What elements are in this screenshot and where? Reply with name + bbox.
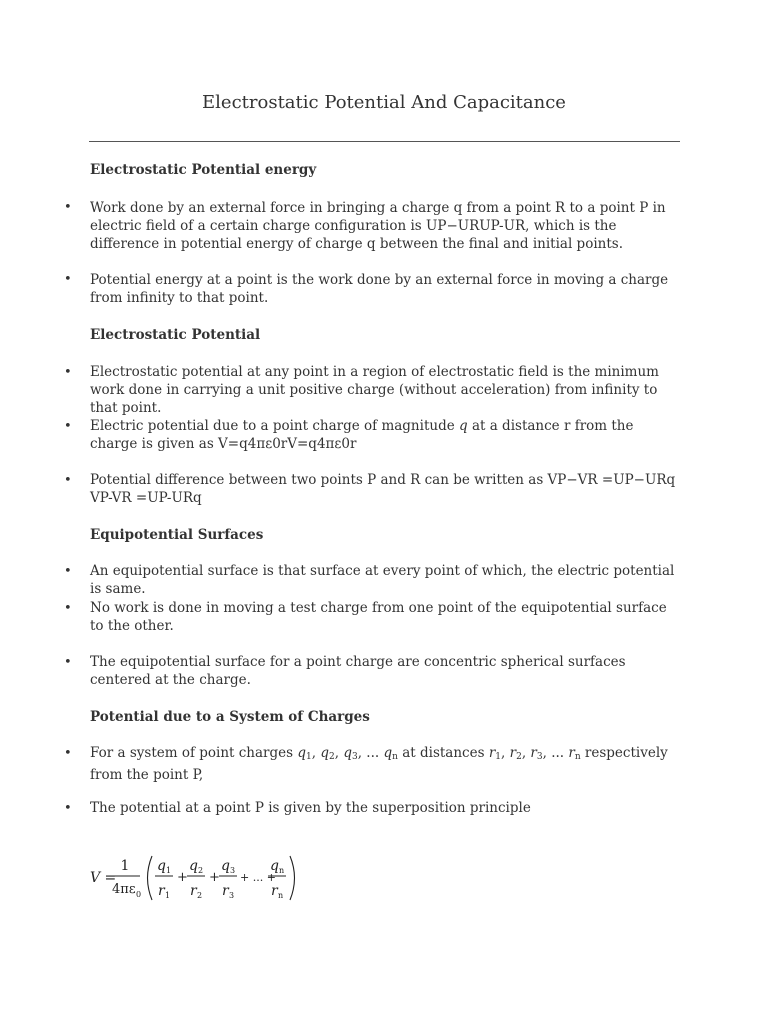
formula-r1-sub: 1	[165, 891, 171, 900]
formula-r2-sub: 2	[197, 891, 203, 900]
formula-denominator-sub: 0	[136, 890, 142, 899]
formula-qn: q	[270, 858, 279, 874]
formula-r2: r	[190, 883, 197, 899]
paragraph-no-work: No work is done in moving a test charge from one point of the equipotential surface to the other.	[90, 600, 667, 634]
formula-q3-sub: 3	[230, 866, 236, 875]
formula-denominator: 4πε	[112, 882, 136, 897]
formula-plus: +	[209, 870, 220, 885]
page-title: Electrostatic Potential And Capacitance	[202, 92, 566, 113]
superposition-formula	[90, 848, 310, 908]
formula-qn-sub: n	[279, 866, 285, 875]
section-heading-potential-energy: Electrostatic Potential energy	[90, 162, 317, 178]
formula-q2: q	[189, 858, 198, 874]
title-divider	[89, 141, 680, 142]
bullet-icon: •	[64, 473, 72, 488]
section-heading-equipotential: Equipotential Surfaces	[90, 527, 264, 543]
paragraph-potential-energy-point: Potential energy at a point is the work done by an external force in moving a charge from infinity to that point.	[90, 272, 669, 306]
paragraph-superposition: The potential at a point P is given by the superposition principle	[90, 800, 531, 816]
paragraph-point-charge-potential: Electric potential due to a point charge of magnitude q at a distance r from the charge is given as V=q4πε0rV=q4πε0r	[90, 418, 634, 452]
section-heading-system: Potential due to a System of Charges	[90, 709, 370, 725]
formula-left-paren	[148, 856, 153, 900]
paragraph-system-of-charges: For a system of point charges $q_1$, $q_2$, $q_3$, ... $q_n$ at distances $r_1$, $r_2$, $r_3$, ... $r_n$ respectively from the point P,	[90, 745, 668, 783]
formula-q1-sub: 1	[166, 866, 172, 875]
bullet-icon: •	[64, 419, 72, 434]
formula-lhs: V =	[90, 870, 117, 886]
formula-q2-sub: 2	[198, 866, 204, 875]
bullet-icon: •	[64, 200, 72, 215]
paragraph-concentric-surfaces: The equipotential surface for a point charge are concentric spherical surfaces centered at the charge.	[90, 654, 626, 688]
formula-r3: r	[222, 883, 229, 899]
formula-q1: q	[157, 858, 166, 874]
formula-plus: +	[177, 870, 188, 885]
bullet-icon: •	[64, 365, 72, 380]
paragraph-potential-definition: Electrostatic potential at any point in a region of electrostatic field is the minimum work done in carrying a unit positive charge (without acceleration) from infinity to that point.	[90, 364, 659, 416]
bullet-icon: •	[64, 746, 72, 761]
paragraph-equipotential-definition: An equipotential surface is that surface at every point of which, the electric potential is same.	[90, 563, 675, 597]
formula-one: 1	[120, 858, 130, 874]
bullet-icon: •	[64, 801, 72, 816]
bullet-icon: •	[64, 564, 72, 579]
paragraph-work-done: Work done by an external force in bringing a charge q from a point R to a point P in electric field of a certain charge configuration is UP−URUP-UR, which is the difference in potential energy of charge q between the final and initial points.	[90, 200, 666, 252]
formula-rn-sub: n	[278, 891, 284, 900]
formula-r3-sub: 3	[229, 891, 235, 900]
formula-rn: r	[271, 883, 278, 899]
formula-r1: r	[158, 883, 165, 899]
paragraph-potential-difference: Potential difference between two points P and R can be written as VP−VR =UP−URq VP-VR =UP-URq	[90, 472, 676, 506]
formula-right-paren	[290, 856, 295, 900]
formula-q3: q	[221, 858, 230, 874]
bullet-icon: •	[64, 272, 72, 287]
formula-ellipsis: + ... +	[240, 871, 276, 884]
section-heading-potential: Electrostatic Potential	[90, 327, 261, 343]
bullet-icon: •	[64, 601, 72, 616]
bullet-icon: •	[64, 655, 72, 670]
